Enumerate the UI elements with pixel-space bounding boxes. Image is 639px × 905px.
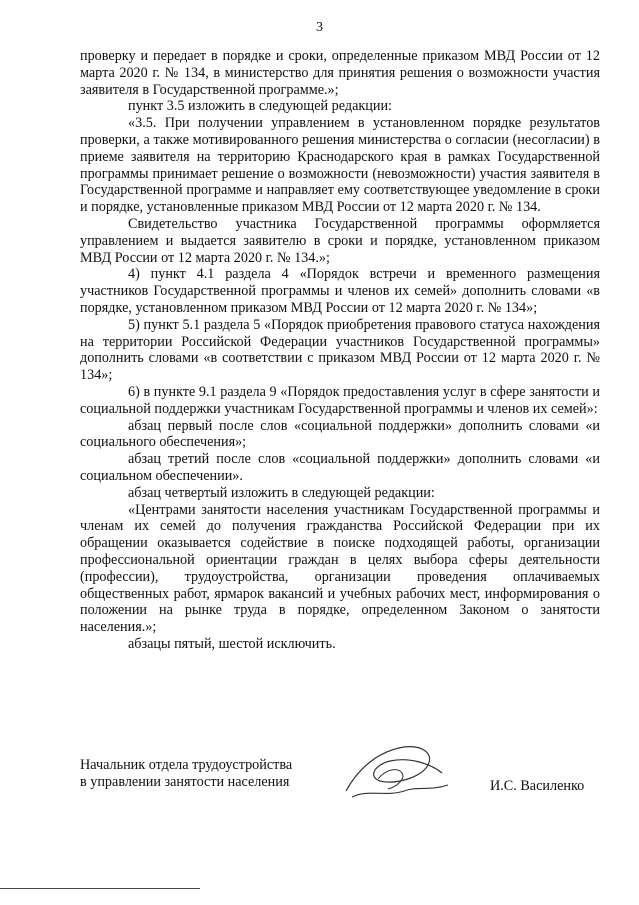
signer-position-line: Начальник отдела трудоустройства: [80, 757, 293, 773]
handwritten-signature: [338, 739, 458, 809]
paragraph: абзац первый после слов «социальной поддержки» дополнить словами «и социального обеспечения»;: [80, 417, 600, 451]
paragraph: абзац третий после слов «социальной поддержки» дополнить словами «и социальном обеспечении».: [80, 451, 600, 484]
signer-position-line: в управлении занятости населения: [80, 774, 290, 790]
document-body: [80, 48, 600, 653]
signature-block: [80, 757, 600, 817]
paragraph: 5) пункт 5.1 раздела 5 «Порядок приобретения правового статуса нахождения на территории Российской Федерации участников Государственной программы» дополнить словами «в соответствии с приказом МВД России от 12 марта 2020 г. № 134»;: [80, 316, 600, 384]
paragraph: 4) пункт 4.1 раздела 4 «Порядок встречи и временного размещения участников Государственной программы и членов их семей» дополнить словами «в порядке, установленном приказом МВД России от 12 марта 2020 г. № 134»;: [80, 266, 600, 316]
page-number: 3: [316, 20, 323, 35]
paragraph: 6) в пункте 9.1 раздела 9 «Порядок предоставления услуг в сфере занятости и социальной поддержки участникам Государственной программы и членов их семей»:: [80, 383, 600, 417]
paragraph: пункт 3.5 изложить в следующей редакции:: [128, 98, 392, 115]
paragraph: «Центрами занятости населения участникам Государственной программы и членам их семей до получения гражданства Российской Федерации при их обращении оказывается содействие в поиске подходящей работы, организации профессиональной ориентации граждан в целях выбора сферы деятельности (профессии), трудоустройства, организации проведения оплачиваемых общественных работ, ярмарок вакансий и учебных рабочих мест, информирования о положении на рынке труда в порядке, определенном Законом о занятости населения.»;: [80, 501, 600, 636]
signer-name: И.С. Василенко: [490, 778, 585, 794]
paragraph: Свидетельство участника Государственной программы оформляется управлением и выдается заявителю в сроки и порядке, установленном приказом МВД России от 12 марта 2020 г. № 134.»;: [80, 215, 600, 266]
paragraph: абзацы пятый, шестой исключить.: [128, 635, 336, 652]
paragraph: абзац четвертый изложить в следующей редакции:: [128, 484, 435, 501]
signer-position: [80, 757, 292, 791]
footnote-divider: [0, 888, 200, 889]
paragraph: проверку и передает в порядке и сроки, определенные приказом МВД России от 12 марта 2020 г. № 134, в министерство для принятия решения о возможности участия заявителя в Государственной программе.»;: [80, 48, 600, 98]
paragraph: «3.5. При получении управлением в установленном порядке результатов проверки, а также мотивированного решения министерства о согласии (несогласии) в приеме заявителя на территорию Краснодарского края в рамках Государственной программы принимает решение о возможности (невозможности) участия заявителя в Государственной программе и направляет ему соответствующее уведомление в сроки и порядке, установленные приказом МВД России от 12 марта 2020 г. № 134.: [80, 115, 600, 216]
